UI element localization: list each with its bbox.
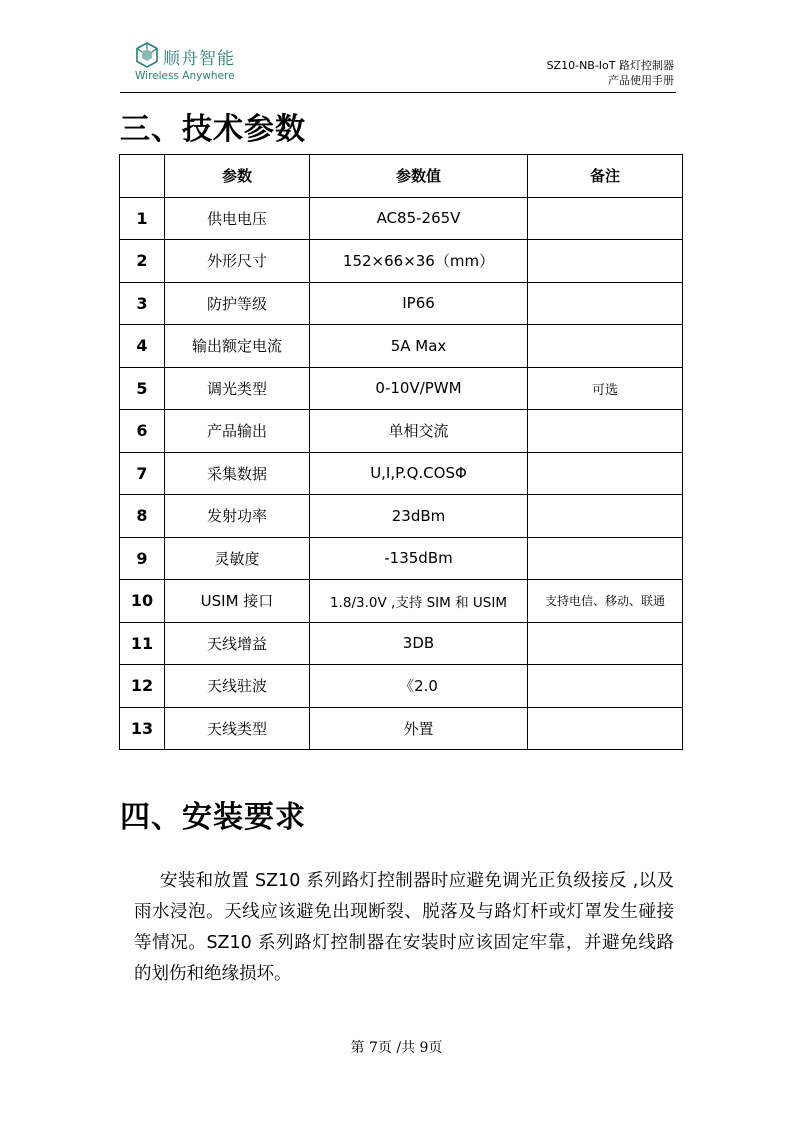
header-doc-title: SZ10-NB-IoT 路灯控制器 [546, 59, 674, 72]
table-header-row [120, 155, 683, 198]
param-name: USIM 接口 [165, 580, 310, 623]
param-name: 天线增益 [165, 622, 310, 665]
param-note [528, 197, 683, 240]
param-value: 《2.0 [310, 665, 528, 708]
logo-hexagon-icon [135, 42, 159, 68]
param-name: 防护等级 [165, 282, 310, 325]
param-value: 3DB [310, 622, 528, 665]
logo-text-en: Wireless Anywhere [135, 70, 235, 82]
table-row [120, 622, 683, 665]
param-note: 可选 [528, 367, 683, 410]
param-value: 23dBm [310, 495, 528, 538]
page-header [120, 40, 676, 93]
row-number: 7 [120, 452, 165, 495]
param-note [528, 240, 683, 283]
header-cell-index [120, 155, 165, 198]
param-value: 单相交流 [310, 410, 528, 453]
table-row [120, 197, 683, 240]
param-note [528, 665, 683, 708]
param-name: 天线驻波 [165, 665, 310, 708]
row-number: 6 [120, 410, 165, 453]
row-number: 8 [120, 495, 165, 538]
header-doc-info [547, 58, 674, 88]
table-row [120, 665, 683, 708]
param-name: 灵敏度 [165, 537, 310, 580]
param-name: 外形尺寸 [165, 240, 310, 283]
table-row [120, 325, 683, 368]
installation-text: 安装和放置 SZ10 系列路灯控制器时应避免调光正负级接反 ,以及雨水浸泡。天线应该避免出现断裂、脱落及与路灯杆或灯罩发生碰接等情况。SZ10 系列路灯控制器在安装时应该固定牢靠，并避免线路的划伤和绝缘损坏。 [134, 871, 674, 984]
param-note [528, 410, 683, 453]
row-number: 12 [120, 665, 165, 708]
row-number: 13 [120, 707, 165, 750]
param-note [528, 495, 683, 538]
section-title-installation: 四、安装要求 [120, 800, 306, 835]
param-name: 产品输出 [165, 410, 310, 453]
row-number: 1 [120, 197, 165, 240]
header-cell-value: 参数值 [310, 155, 528, 198]
param-note [528, 325, 683, 368]
table-row [120, 240, 683, 283]
page-footer: 第 7页 /共 9页 [350, 1040, 443, 1056]
param-value: 0-10V/PWM [310, 367, 528, 410]
param-name: 天线类型 [165, 707, 310, 750]
param-value: 外置 [310, 707, 528, 750]
table-row [120, 282, 683, 325]
param-value: 1.8/3.0V ,支持 SIM 和 USIM [310, 580, 528, 623]
param-note: 支持电信、移动、联通 [528, 580, 683, 623]
row-number: 9 [120, 537, 165, 580]
param-name: 采集数据 [165, 452, 310, 495]
param-name: 输出额定电流 [165, 325, 310, 368]
row-number: 4 [120, 325, 165, 368]
table-row [120, 537, 683, 580]
company-logo [135, 42, 255, 84]
table-row [120, 367, 683, 410]
installation-paragraph [134, 866, 674, 990]
header-doc-subtitle: 产品使用手册 [608, 74, 674, 87]
param-note [528, 622, 683, 665]
param-note [528, 282, 683, 325]
table-row [120, 707, 683, 750]
row-number: 2 [120, 240, 165, 283]
section-title-tech-params: 三、技术参数 [120, 112, 306, 147]
logo-text-cn: 顺舟智能 [163, 49, 235, 69]
param-value: 5A Max [310, 325, 528, 368]
table-row [120, 410, 683, 453]
param-value: U,I,P.Q.COSΦ [310, 452, 528, 495]
table-row [120, 452, 683, 495]
table-row [120, 495, 683, 538]
header-cell-param: 参数 [165, 155, 310, 198]
table-row [120, 580, 683, 623]
param-value: -135dBm [310, 537, 528, 580]
param-note [528, 707, 683, 750]
header-cell-note: 备注 [528, 155, 683, 198]
param-name: 供电电压 [165, 197, 310, 240]
param-note [528, 452, 683, 495]
param-value: AC85-265V [310, 197, 528, 240]
row-number: 3 [120, 282, 165, 325]
param-value: IP66 [310, 282, 528, 325]
param-value: 152×66×36（mm） [310, 240, 528, 283]
param-name: 调光类型 [165, 367, 310, 410]
row-number: 10 [120, 580, 165, 623]
row-number: 5 [120, 367, 165, 410]
param-note [528, 537, 683, 580]
spec-table [119, 154, 683, 750]
param-name: 发射功率 [165, 495, 310, 538]
row-number: 11 [120, 622, 165, 665]
